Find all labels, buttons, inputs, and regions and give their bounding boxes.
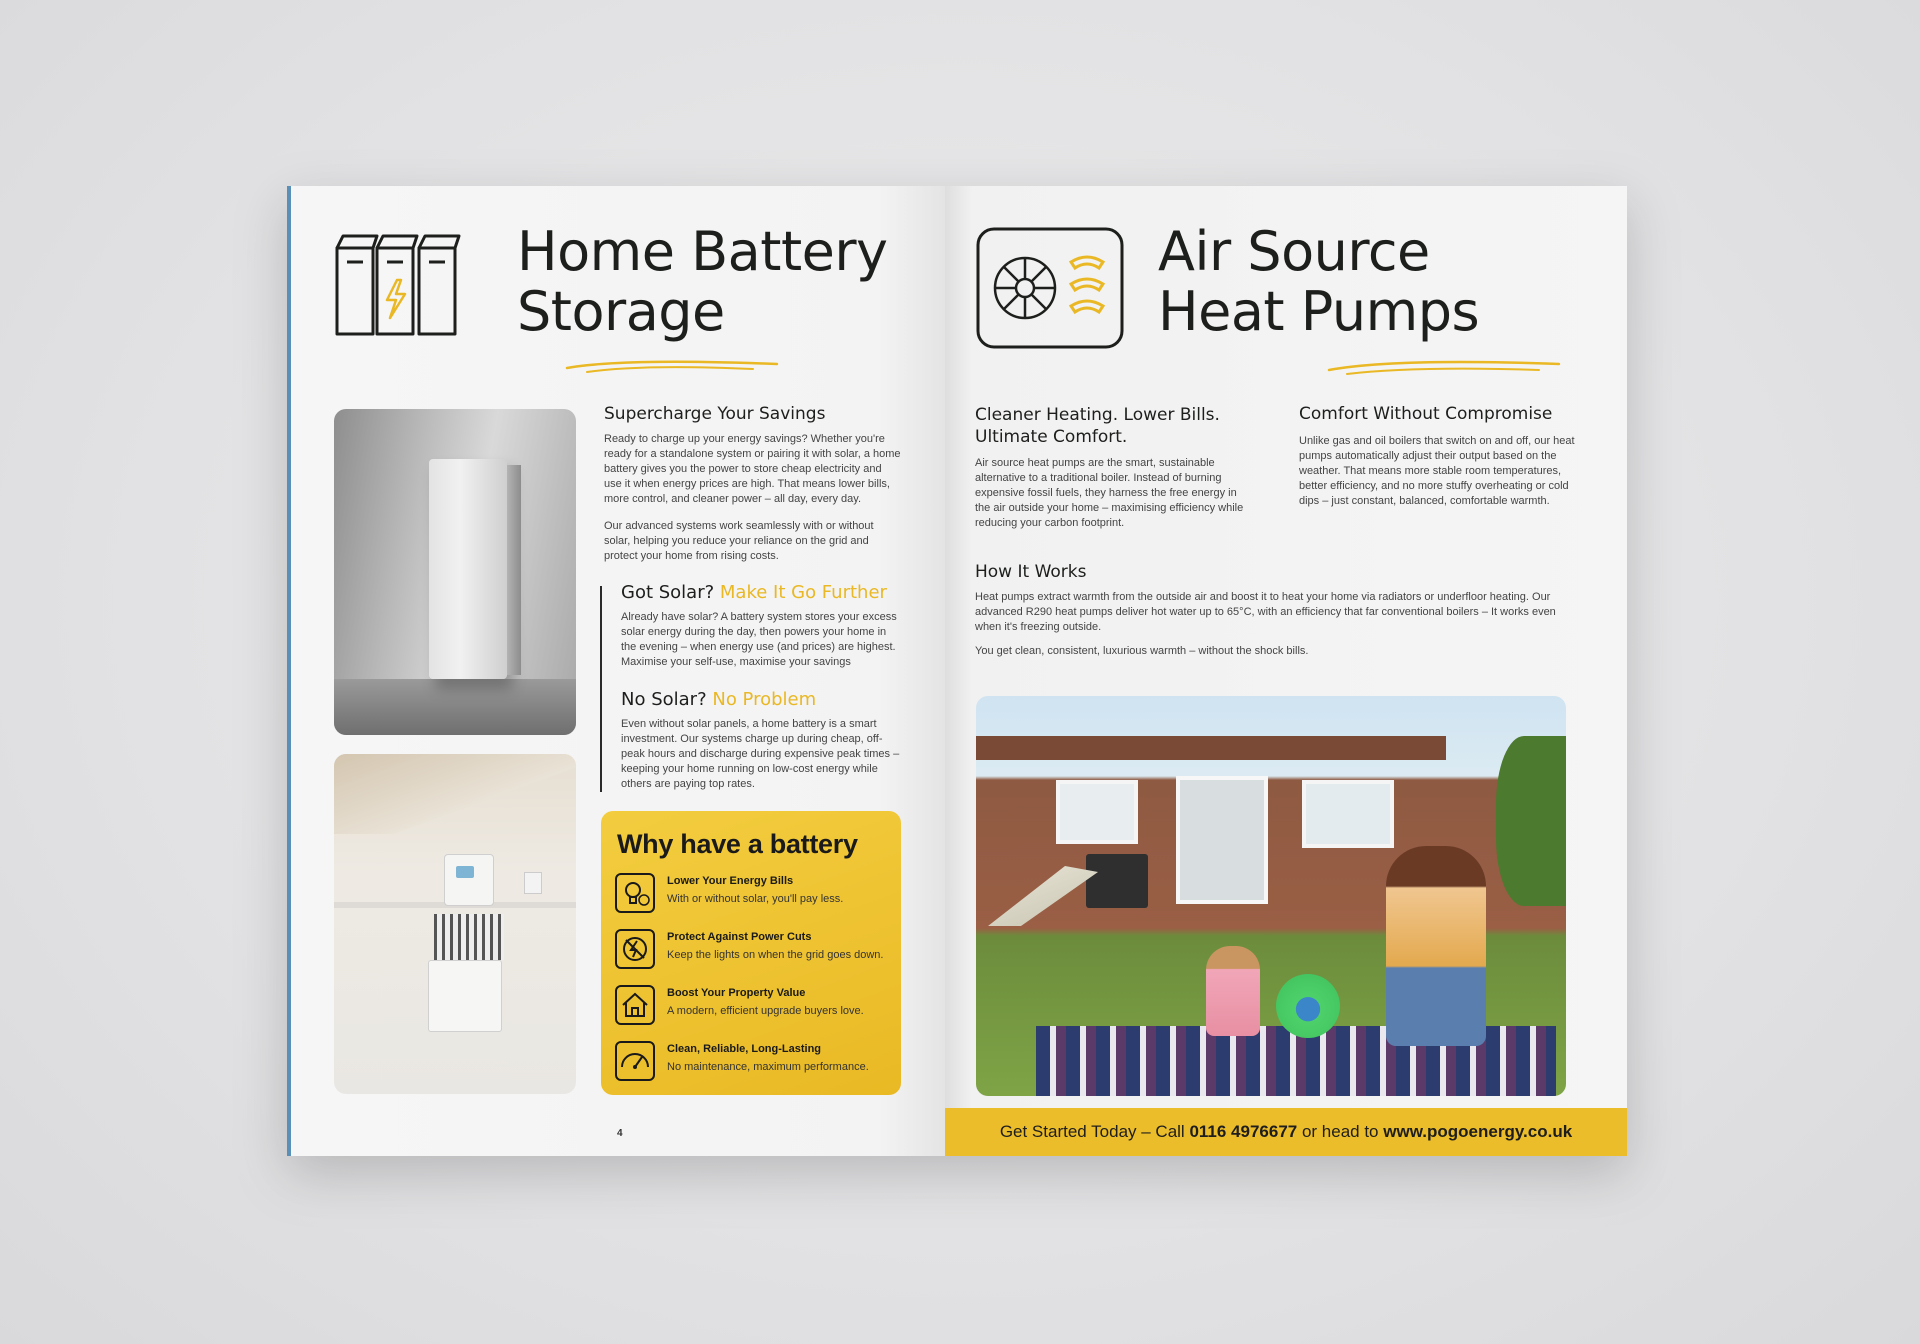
bulb-money-icon <box>615 873 655 913</box>
footer-text: Get Started Today – Call <box>999 1122 1190 1141</box>
title-underline-squiggle <box>1325 356 1565 378</box>
brochure-spread <box>287 186 1627 1156</box>
page-title: Air Source Heat Pumps <box>1158 220 1480 343</box>
callout-rule <box>600 586 602 792</box>
benefit-subtitle: With or without solar, you'll pay less. <box>667 893 844 905</box>
section-paragraph: Unlike gas and oil boilers that switch on and off, our heat pumps automatically adjust their output based on the weather. That means more stable room temperatures, better efficiency, and no more stuffy overheating or cold dips – just constant, balanced, comfortable warmth. <box>1299 435 1575 507</box>
footer-cta-bar <box>945 1108 1627 1156</box>
wall-installation-photo <box>334 754 576 1094</box>
cables <box>434 914 504 960</box>
benefit-subtitle: A modern, efficient upgrade buyers love. <box>667 1005 864 1017</box>
why-battery-heading: Why have a battery <box>617 829 858 859</box>
heat-pump-unit <box>1086 854 1148 908</box>
right-page <box>945 186 1627 1156</box>
gauge-icon <box>615 1041 655 1081</box>
left-page <box>287 186 945 1156</box>
inverter-unit <box>444 854 494 906</box>
window-right <box>1302 780 1394 848</box>
staircase <box>334 754 576 834</box>
section-paragraph: Ready to charge up your energy savings? Whether you're ready for a standalone system or pairing it with solar, a home battery gives you the power to store cheap electricity and use it when energy prices are high. That means lower bills, more control, and cleaner power – all day, every day. <box>604 433 901 505</box>
house-roof <box>976 736 1446 760</box>
section-paragraph: Even without solar panels, a home battery is a smart investment. Our systems charge up during cheap, off-peak hours and discharge during expensive peak times – keeping your home running on low-cost energy while others are paying top rates. <box>621 718 900 790</box>
website-link[interactable]: www.pogoenergy.co.uk <box>1383 1122 1573 1141</box>
patio-doors <box>1176 776 1268 904</box>
heading-text: No Solar? <box>621 689 713 710</box>
child <box>1206 946 1260 1036</box>
heading-highlight: No Problem <box>712 689 817 710</box>
battery-cabinet <box>429 459 507 679</box>
section-heading-how-it-works: How It Works <box>975 562 1087 582</box>
benefit-item <box>615 873 895 919</box>
inverter-display <box>456 866 474 878</box>
mother <box>1386 846 1486 1046</box>
house-icon <box>615 985 655 1025</box>
play-slide <box>988 866 1098 926</box>
benefit-subtitle: No maintenance, maximum performance. <box>667 1061 869 1073</box>
benefit-title: Boost Your Property Value <box>667 987 806 999</box>
page-title: Home Battery Storage <box>517 220 888 343</box>
window-left <box>1056 780 1138 844</box>
battery-unit-photo <box>334 409 576 735</box>
benefit-item <box>615 985 895 1031</box>
power-cut-icon <box>615 929 655 969</box>
section-paragraph: Air source heat pumps are the smart, sustainable alternative to a traditional boiler. Instead of burning expensive fossil fuels, they harness the free energy in the air outside your home – maximising efficiency while reducing your carbon footprint. <box>975 457 1244 529</box>
floor-shadow <box>334 679 576 735</box>
title-underline-squiggle <box>563 356 783 376</box>
battery-side-panel <box>507 465 521 675</box>
heat-pump-icon <box>975 226 1125 350</box>
heading-text: Got Solar? <box>621 582 720 603</box>
section-heading-supercharge: Supercharge Your Savings <box>604 404 826 424</box>
benefit-subtitle: Keep the lights on when the grid goes down. <box>667 949 884 961</box>
why-battery-panel <box>601 811 901 1095</box>
green-ball <box>1276 974 1340 1038</box>
garden-tree <box>1496 736 1566 906</box>
section-heading-no-solar <box>621 689 816 710</box>
garden-family-photo <box>976 696 1566 1096</box>
page-number: 4 <box>617 1128 623 1139</box>
phone-number[interactable]: 0116 4976677 <box>1189 1122 1298 1141</box>
footer-text: or head to <box>1297 1122 1384 1141</box>
benefit-title: Protect Against Power Cuts <box>667 931 812 943</box>
benefit-item <box>615 929 895 975</box>
section-paragraph: Already have solar? A battery system stores your excess solar energy during the day, then powers your home in the evening – when energy use (and prices) are highest. Maximise your self-use, maximise your savings <box>621 611 897 668</box>
section-heading-comfort: Comfort Without Compromise <box>1299 404 1553 424</box>
heading-highlight: Make It Go Further <box>719 582 887 603</box>
benefit-item <box>615 1041 895 1087</box>
isolator-switch <box>524 872 542 894</box>
section-heading-cleaner-heating: Cleaner Heating. Lower Bills. Ultimate Comfort. <box>975 405 1220 447</box>
benefit-title: Lower Your Energy Bills <box>667 875 794 887</box>
section-paragraph: You get clean, consistent, luxurious warmth – without the shock bills. <box>975 645 1309 657</box>
section-paragraph: Heat pumps extract warmth from the outside air and boost it to heat your home via radiators or underfloor heating. Our advanced R290 heat pumps deliver hot water up to 65°C, with an efficiency that far conventional boilers – It works even when it's freezing outside. <box>975 591 1556 633</box>
section-heading-got-solar <box>621 582 887 603</box>
benefit-title: Clean, Reliable, Long-Lasting <box>667 1043 822 1055</box>
section-paragraph: Our advanced systems work seamlessly with or without solar, helping you reduce your reliance on the grid and protect your home from rising costs. <box>604 520 874 562</box>
home-battery <box>428 960 502 1032</box>
battery-storage-icon <box>333 232 469 338</box>
